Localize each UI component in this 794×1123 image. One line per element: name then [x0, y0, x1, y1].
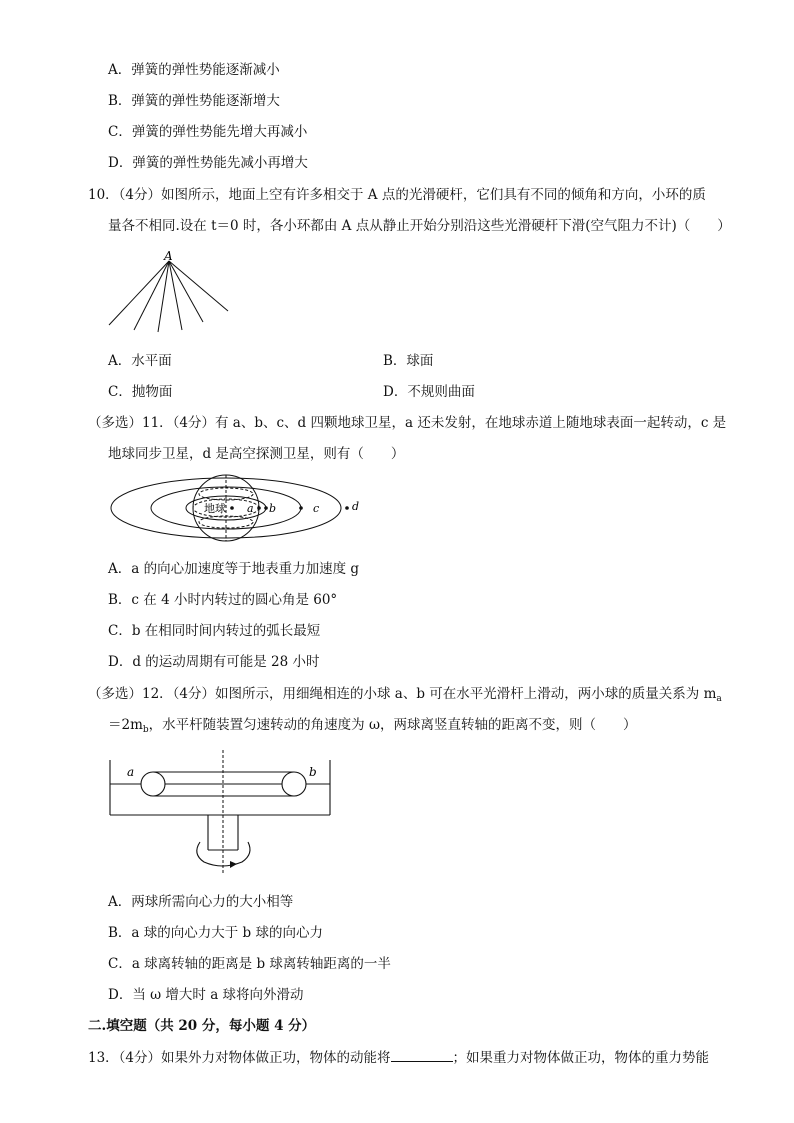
satellite-label-a: a	[247, 502, 254, 515]
q10-option-b: B．球面	[383, 353, 434, 369]
q11-stem-line2: 地球同步卫星，d 是高空探测卫星，则有（ ）	[108, 446, 405, 462]
q10-option-d: D．不规则曲面	[383, 384, 475, 400]
q10-rods-figure	[100, 245, 240, 335]
q11-option-d: D．d 的运动周期有可能是 28 小时	[108, 654, 320, 670]
q10-option-a: A．水平面	[108, 353, 172, 369]
ball-label-b: b	[309, 765, 317, 779]
q11-option-a: A．a 的向心加速度等于地表重力加速度 g	[108, 561, 360, 577]
q9-option-a: A．弹簧的弹性势能逐渐减小	[108, 62, 280, 78]
q10-option-c: C．抛物面	[108, 384, 173, 400]
earth-label: 地球	[204, 502, 226, 515]
q10-stem-line1: 10．（4分）如图所示，地面上空有许多相交于 A 点的光滑硬杆，它们具有不同的倾角和方向，小环的质	[88, 187, 706, 203]
q12-rotating-rod-figure	[100, 750, 340, 880]
q12-stem-line1: （多选）12．（4分）如图所示，用细绳相连的小球 a、b 可在水平光滑杆上滑动，两小球的质量关系为 $m_a$	[88, 686, 722, 704]
ball-label-a: a	[127, 765, 135, 779]
q13-stem: 13．（4分）如果外力对物体做正功，物体的动能将 ；如果重力对物体做正功，物体的重力势能	[88, 1050, 710, 1066]
satellite-label-b: b	[269, 502, 277, 515]
q11-option-b: B．c 在 4 小时内转过的圆心角是 60°	[108, 592, 338, 608]
q10-stem-line2: 量各不相同.设在 t＝0 时，各小环都由 A 点从静止开始分别沿这些光滑硬杆下滑(空气阻力不计)（ ）	[108, 218, 731, 234]
q11-orbit-figure	[100, 472, 380, 544]
q9-option-c: C．弹簧的弹性势能先增大再减小	[108, 124, 308, 140]
section-2-heading: 二.填空题（共 20 分，每小题 4 分）	[88, 1018, 316, 1034]
ball-b	[282, 772, 306, 796]
q9-option-b: B．弹簧的弹性势能逐渐增大	[108, 93, 280, 109]
q11-option-c: C．b 在相同时间内转过的弧长最短	[108, 623, 321, 639]
q11-stem-line1: （多选）11．（4分）有 a、b、c、d 四颗地球卫星，a 还未发射，在地球赤道上随地球表面一起转动，c 是	[88, 415, 727, 431]
q12-option-c: C．a 球离转轴的距离是 b 球离转轴距离的一半	[108, 956, 391, 972]
ball-a	[141, 772, 165, 796]
satellite-label-d: d	[352, 500, 360, 513]
q10-figure-label-a: A	[164, 249, 173, 263]
q13-blank-1[interactable]	[391, 1048, 453, 1062]
satellite-label-c: c	[313, 502, 320, 515]
q12-option-d: D．当 ω 增大时 a 球将向外滑动	[108, 987, 304, 1003]
q9-option-d: D．弹簧的弹性势能先减小再增大	[108, 155, 308, 171]
q12-option-a: A．两球所需向心力的大小相等	[108, 894, 294, 910]
q12-stem-line2: $=2m_b$，水平杆随装置匀速转动的角速度为 ω，两球离竖直转轴的距离不变，则（ ）	[108, 717, 637, 735]
q12-option-b: B．a 球的向心力大于 b 球的向心力	[108, 925, 323, 941]
